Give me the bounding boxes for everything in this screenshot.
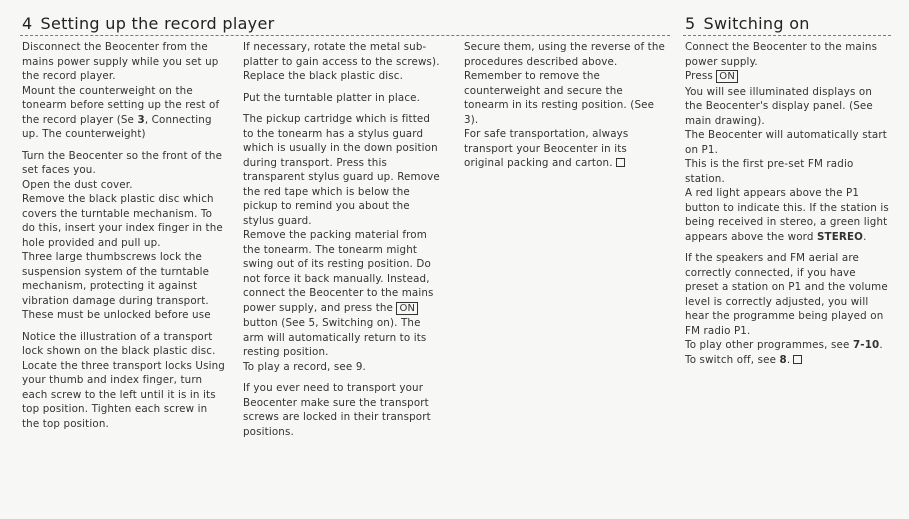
paragraph: Disconnect the Beocenter from the mains power supply while you set up the record player. xyxy=(22,41,219,82)
section-5-title: Switching on xyxy=(703,14,810,33)
section-4-title: Setting up the record player xyxy=(40,14,275,33)
paragraph: This is the first pre-set FM radio station. xyxy=(685,158,854,185)
on-button-label: ON xyxy=(716,70,738,83)
paragraph: Mount the counterweight on the tonearm before setting up the rest of the record player (Se 3, Connecting up. The counterweight) xyxy=(22,84,220,140)
column-4 xyxy=(685,40,891,367)
section-5-heading xyxy=(685,14,810,33)
column-1 xyxy=(22,40,225,438)
paragraph: If the speakers and FM aerial are correctly connected, if you have preset a station on P1 and the volume level is correctly adjusted, you will hear the programme being played on FM radio P1. xyxy=(685,252,888,337)
paragraph: If necessary, rotate the metal sub-platter to gain access to the screws). xyxy=(243,41,440,68)
column-2 xyxy=(243,40,443,446)
paragraph: Remove the packing material from the tonearm. The tonearm might swing out of its resting position. Do not force it back manually. Instead, connect the Beocenter to the mains power supply, and press the ON button (See 5, Switching on). The arm will automatically return to its resting position. xyxy=(243,229,434,358)
end-mark-icon xyxy=(616,158,625,167)
paragraph: To play other programmes, see 7-10. To switch off, see 8. xyxy=(685,339,883,366)
paragraph: To play a record, see 9. xyxy=(243,360,366,373)
section-5-rule xyxy=(683,35,891,36)
section-5-number: 5 xyxy=(685,14,696,33)
end-mark-icon xyxy=(793,355,802,364)
paragraph: Put the turntable platter in place. xyxy=(243,91,421,104)
column-3 xyxy=(464,40,666,178)
paragraph: A red light appears above the P1 button to indicate this. If the station is being received in stereo, a green light appears above the word STEREO. xyxy=(685,187,889,243)
paragraph: For safe transportation, always transport your Beocenter in its original packing and carton. xyxy=(464,128,629,169)
section-4-heading xyxy=(22,14,274,33)
paragraph: Locate the three transport locks Using your thumb and index finger, turn each screw to the left until it is in its top position. Tighten each screw in the top position. xyxy=(22,359,225,430)
paragraph: Three large thumbscrews lock the suspension system of the turntable mechanism, protecting it against vibration damage during transport. These must be unlocked before use xyxy=(22,251,211,321)
paragraph: The pickup cartridge which is fitted to the tonearm has a stylus guard which is usually in the down position during transport. Press this transparent stylus guard up. Remove the red tape which is below the pickup to remind you about the stylus guard. xyxy=(243,113,440,227)
paragraph: Connect the Beocenter to the mains power supply. xyxy=(685,41,878,68)
paragraph: Replace the black plastic disc. xyxy=(243,70,404,82)
paragraph: Open the dust cover. xyxy=(22,178,133,191)
on-button-label: ON xyxy=(396,302,418,315)
section-4-rule xyxy=(20,35,670,36)
paragraph: The Beocenter will automatically start on P1. xyxy=(685,129,887,156)
paragraph: Turn the Beocenter so the front of the set faces you. xyxy=(22,149,223,176)
paragraph: Notice the illustration of a transport lock shown on the black plastic disc. xyxy=(22,330,216,357)
section-4-number: 4 xyxy=(22,14,33,33)
paragraph: You will see illuminated displays on the Beocenter's display panel. (See main drawing). xyxy=(685,85,873,127)
paragraph: Press ON xyxy=(685,69,891,85)
paragraph: If you ever need to transport your Beocenter make sure the transport screws are locked in their transport positions. xyxy=(243,382,431,438)
paragraph: Secure them, using the reverse of the procedures described above. Remember to remove the counterweight and secure the tonearm in its resting position. (See 3). xyxy=(464,41,666,126)
paragraph: Remove the black plastic disc which covers the turntable mechanism. To do this, insert your index finger in the hole provided and pull up. xyxy=(22,193,223,249)
